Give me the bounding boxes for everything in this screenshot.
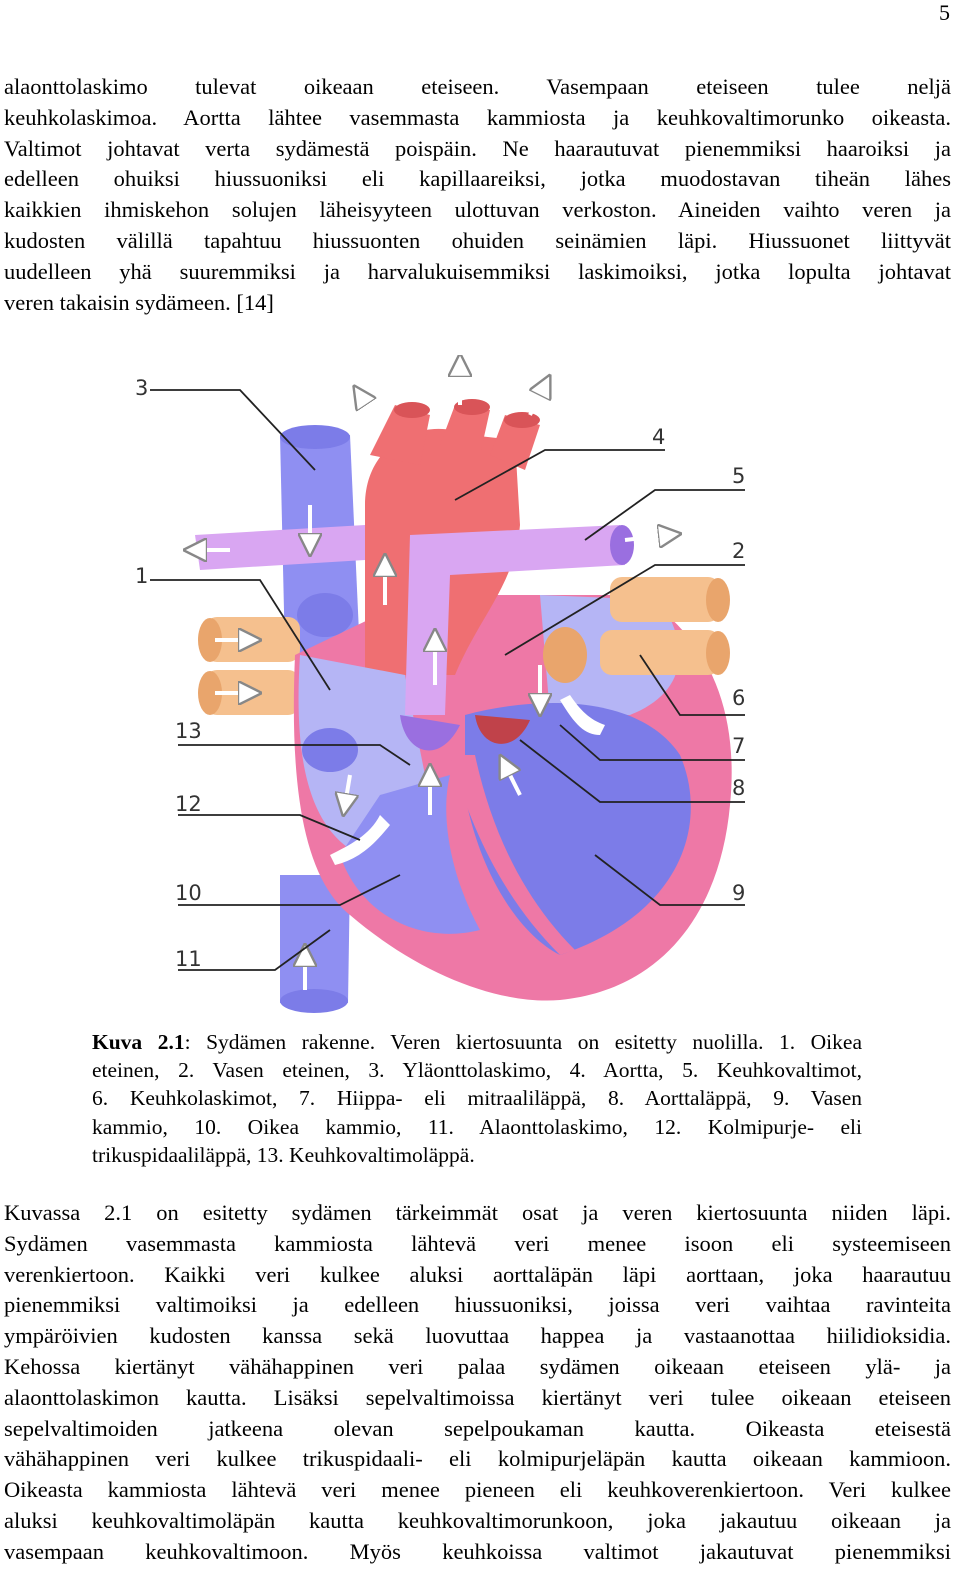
intro-line: alaonttolaskimo tulevat oikeaan eteiseen. Vasempaan eteiseen tulee neljä xyxy=(4,74,951,99)
vena-cava-opening xyxy=(280,425,350,449)
label-10: 10 xyxy=(175,881,202,905)
body-line: alaonttolaskimon kautta. Lisäksi sepelvaltimoissa kiertänyt veri tulee oikeaan eteiseen xyxy=(4,1384,951,1410)
pulmonary-vein-opening xyxy=(543,627,587,683)
label-13: 13 xyxy=(175,719,202,743)
body-line: verenkiertoon. Kaikki veri kulkee aluksi aorttaläpän läpi aorttaan, joka haarautuu xyxy=(4,1261,951,1287)
label-1: 1 xyxy=(135,564,149,588)
caption-line: 6. Keuhkolaskimot, 7. Hiippa- eli mitraaliläppä, 8. Aorttaläppä, 9. Vasen xyxy=(92,1086,862,1111)
label-12: 12 xyxy=(175,792,202,816)
flow-arrow xyxy=(360,395,380,425)
caption-line: trikuspidaaliläppä, 13. Keuhkovaltimoläppä. xyxy=(92,1142,475,1167)
label-9: 9 xyxy=(732,881,746,905)
label-8: 8 xyxy=(732,776,746,800)
caption-line: kammio, 10. Oikea kammio, 11. Alaonttolaskimo, 12. Kolmipurje- eli xyxy=(92,1114,862,1139)
label-6: 6 xyxy=(732,686,746,710)
pulmonary-vein-right-end xyxy=(706,631,730,675)
atrium-opening xyxy=(297,593,353,637)
pulmonary-artery-end xyxy=(610,525,634,565)
intro-line: kudosten välillä tapahtuu hiussuonten ohuiden seinämien läpi. Hiussuonet liittyvät xyxy=(4,227,951,253)
body-line: aluksi keuhkovaltimoläpän kautta keuhkovaltimorunkoon, joka jakautuu oikeaan ja xyxy=(4,1507,951,1533)
intro-line: veren takaisin sydämeen. [14] xyxy=(4,289,274,315)
label-4: 4 xyxy=(652,425,666,449)
caption-line xyxy=(92,1028,862,1056)
body-line: pienemmiksi valtimoiksi ja edelleen hiussuoniksi, joissa veri vaihtaa ravinteita xyxy=(4,1292,951,1318)
body-line: Sydämen vasemmasta kammiosta lähtevä veri menee isoon eli systeemiseen xyxy=(4,1230,951,1256)
body-line: ympäröivien kudosten kanssa sekä luovuttaa happea ja vastaanottaa hiilidioksidia. xyxy=(4,1323,951,1349)
intro-line: uudelleen yhä suuremmiksi ja harvalukuisemmiksi laskimoiksi, jotka lopulta johtavat xyxy=(4,258,951,284)
intro-line: kaikkien ihmiskehon solujen läheisyyteen ulottuvan verkoston. Aineiden vaihto veren ja xyxy=(4,197,951,223)
intro-line: Valtimot johtavat verta sydämestä poispäin. Ne haarautuvat pienemmiksi haaroiksi ja xyxy=(4,135,951,161)
inferior-vena-cava-opening xyxy=(280,989,348,1013)
body-line: Oikeasta kammiosta lähtevä veri menee pieneen eli keuhkoverenkiertoon. Veri kulkee xyxy=(4,1477,951,1503)
body-line: vähähappinen veri kulkee trikuspidaali- eli kolmipurjeläpän kautta oikeaan kammioon. xyxy=(4,1446,951,1472)
aorta-branch-opening xyxy=(504,412,540,428)
aorta-branch-opening xyxy=(394,402,430,418)
intro-line: keuhkolaskimoa. Aortta lähtee vasemmasta kammiosta ja keuhkovaltimorunko oikeasta. xyxy=(4,104,951,130)
intro-paragraph xyxy=(4,72,951,318)
page-number: 5 xyxy=(939,0,950,25)
caption-text: : Sydämen rakenne. Veren kiertosuunta on esitetty nuolilla. 1. Oikea xyxy=(184,1030,862,1054)
pulmonary-vein-right-1 xyxy=(610,577,720,622)
pulmonary-vein-right-end xyxy=(706,578,730,622)
body-line: Kuvassa 2.1 on esitetty sydämen tärkeimmät osat ja veren kiertosuunta niiden läpi. xyxy=(4,1200,951,1225)
pulmonary-vein-right-2 xyxy=(600,630,720,675)
body-paragraph xyxy=(4,1198,951,1568)
body-line: sepelvaltimoiden jatkeena olevan sepelpoukaman kautta. Oikeasta eteisestä xyxy=(4,1415,951,1441)
figure-caption xyxy=(92,1028,862,1169)
label-11: 11 xyxy=(175,947,202,971)
heart-diagram xyxy=(120,355,770,1020)
intro-line: edelleen ohuiksi hiussuoniksi eli kapillaareiksi, jotka muodostavan tiheän lähes xyxy=(4,166,951,192)
body-line: Kehossa kiertänyt vähähappinen veri palaa sydämen oikeaan eteiseen ylä- ja xyxy=(4,1353,951,1379)
caption-prefix: Kuva 2.1 xyxy=(92,1030,185,1054)
body-line: vasempaan keuhkovaltimoon. Myös keuhkoissa valtimot jakautuvat pienemmiksi xyxy=(4,1538,951,1564)
atrium-opening xyxy=(302,728,358,772)
label-2: 2 xyxy=(732,539,746,563)
caption-line: eteinen, 2. Vasen eteinen, 3. Yläonttolaskimo, 4. Aortta, 5. Keuhkovaltimot, xyxy=(92,1058,862,1083)
label-5: 5 xyxy=(732,464,746,488)
flow-arrow xyxy=(530,385,545,415)
label-3: 3 xyxy=(135,376,149,400)
label-7: 7 xyxy=(732,734,746,758)
